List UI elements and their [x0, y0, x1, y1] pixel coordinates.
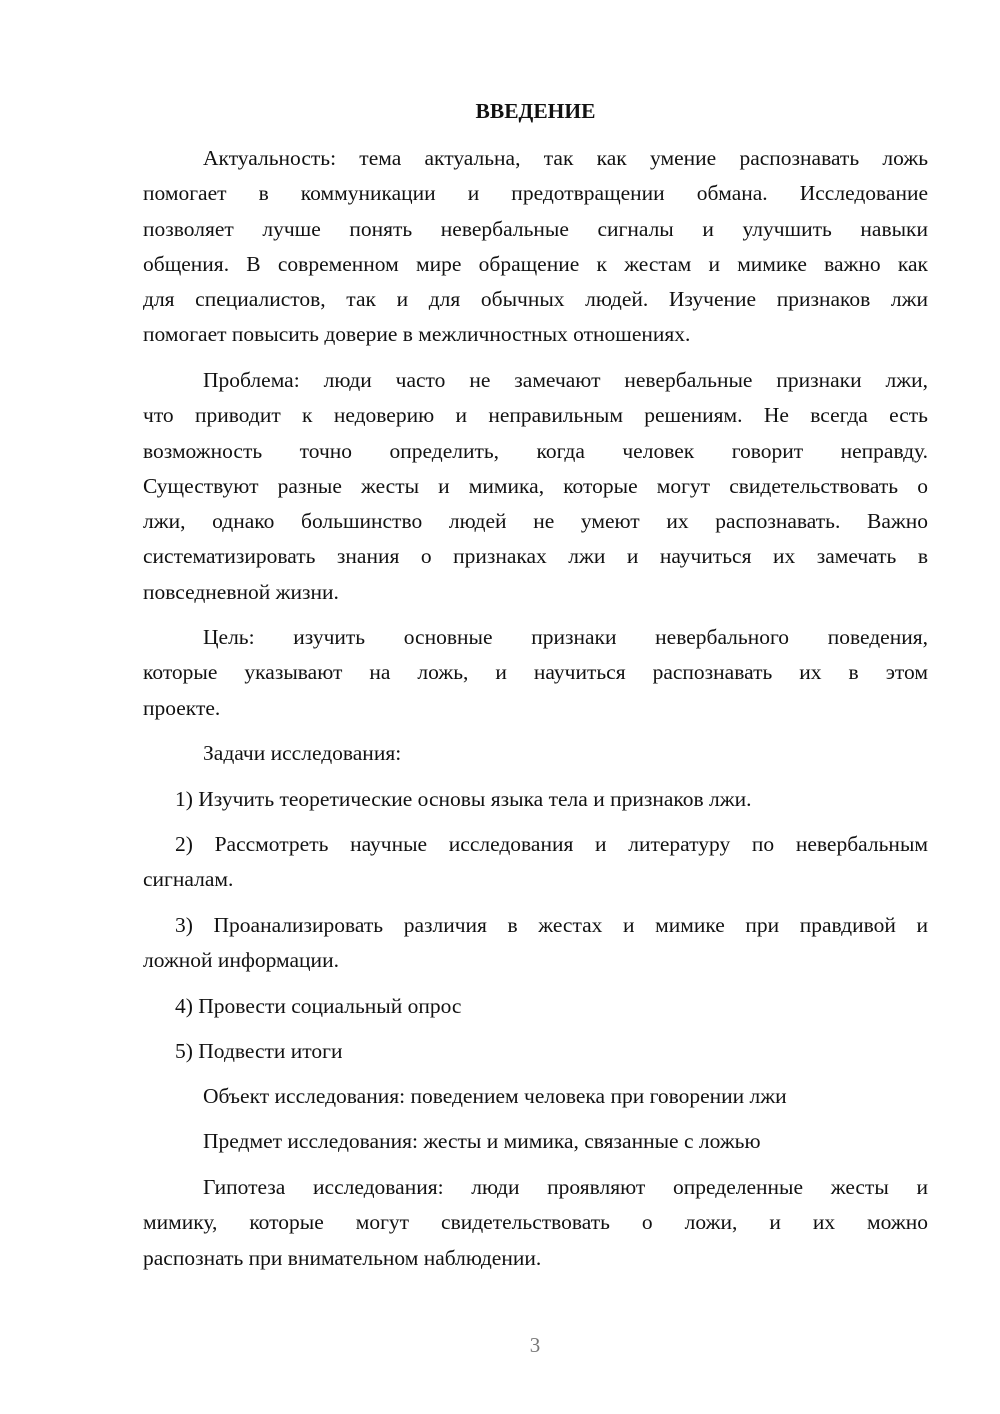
text-line: распознать при внимательном наблюдении. — [143, 1245, 542, 1270]
text-line: 4) Провести социальный опрос — [175, 994, 462, 1018]
text-line: проекте. — [143, 695, 221, 720]
text-line: 3) Проанализировать различия в жестах и мимике при правдивой и — [175, 913, 928, 937]
text-line: общения. В современном мире обращение к жестам и мимике важно как — [143, 251, 928, 276]
text-line: для специалистов, так и для обычных людей. Изучение признаков лжи — [143, 287, 928, 312]
paragraph — [143, 736, 928, 771]
text-line: ложной информации. — [143, 948, 339, 973]
paragraph — [143, 1079, 928, 1114]
text-line: мимику, которые могут свидетельствовать о ложи, и их можно — [143, 1210, 928, 1235]
text-line: Предмет исследования: жесты и мимика, связанные с ложью — [203, 1129, 761, 1153]
text-line: которые указывают на ложь, и научиться распознавать их в этом — [143, 660, 928, 685]
text-line: позволяет лучше понять невербальные сигналы и улучшить навыки — [143, 216, 928, 241]
paragraph — [143, 620, 928, 726]
paragraph — [143, 1124, 928, 1159]
paragraph — [143, 363, 928, 610]
text-line: 1) Изучить теоретические основы языка тела и признаков лжи. — [175, 787, 752, 811]
text-line: Проблема: люди часто не замечают невербальные признаки лжи, — [203, 368, 928, 392]
text-line: Задачи исследования: — [203, 741, 402, 765]
text-line: Актуальность: тема актуальна, так как умение распознавать ложь — [203, 146, 928, 170]
text-line: Существуют разные жесты и мимика, которые могут свидетельствовать о — [143, 473, 928, 498]
page-number: 3 — [529, 1333, 541, 1357]
text-line: 2) Рассмотреть научные исследования и литературу по невербальным — [175, 832, 928, 856]
text-line: лжи, однако большинство людей не умеют их распознавать. Важно — [143, 509, 928, 534]
paragraph — [143, 989, 928, 1024]
text-line: Цель: изучить основные признаки невербального поведения, — [203, 625, 928, 649]
text-line: 5) Подвести итоги — [175, 1039, 343, 1063]
text-line: Гипотеза исследования: люди проявляют определенные жесты и — [203, 1175, 928, 1199]
paragraph — [143, 827, 928, 898]
paragraph — [143, 908, 928, 979]
text-line: Объект исследования: поведением человека при говорении лжи — [203, 1084, 787, 1108]
paragraph — [143, 1170, 928, 1276]
text-line: сигналам. — [143, 867, 234, 892]
paragraph — [143, 141, 928, 353]
text-line: повседневной жизни. — [143, 579, 339, 604]
text-line: возможность точно определить, когда человек говорит неправду. — [143, 438, 928, 463]
text-line: помогает в коммуникации и предотвращении обмана. Исследование — [143, 181, 928, 206]
paragraph — [143, 782, 928, 817]
page-title: ВВЕДЕНИЕ — [475, 99, 596, 123]
text-line: систематизировать знания о признаках лжи и научиться их замечать в — [143, 544, 928, 569]
text-line: помогает повысить доверие в межличностных отношениях. — [143, 322, 691, 347]
paragraph — [143, 1034, 928, 1069]
text-line: что приводит к недоверию и неправильным решениям. Не всегда есть — [143, 403, 928, 428]
